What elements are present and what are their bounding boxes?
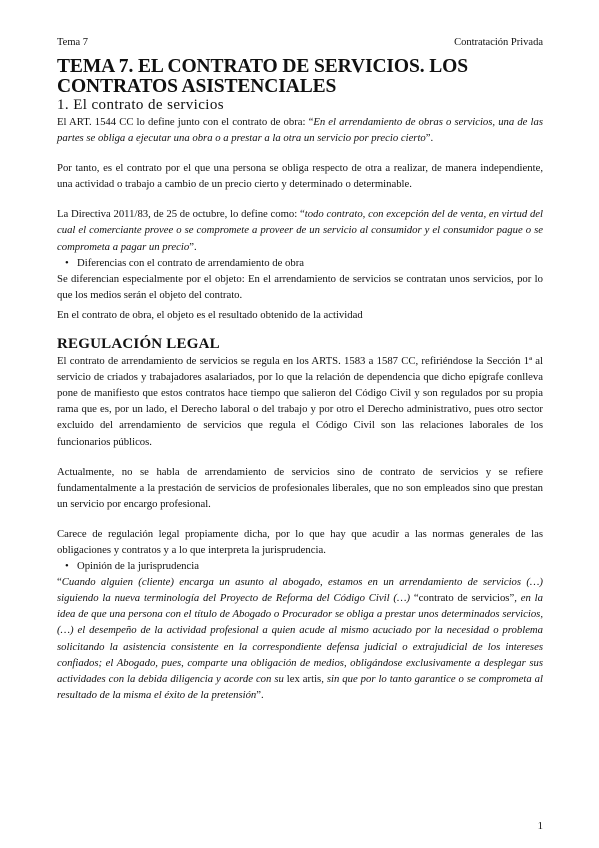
paragraph-definition: Por tanto, es el contrato por el que una persona se obliga respecto de otra a realizar, de manera independiente, una actividad o trabajo a cambio de un precio cierto y determinado o determinable.	[57, 162, 543, 191]
running-header-right: Contratación Privada	[454, 37, 543, 48]
section-heading-regulacion: REGULACIÓN LEGAL	[57, 336, 220, 353]
text-span: lex artis	[286, 672, 322, 685]
bullet-diferencias	[57, 255, 543, 271]
text-span: “	[57, 576, 62, 589]
paragraph-directiva	[57, 206, 543, 254]
paragraph-contrato-obra: En el contrato de obra, el objeto es el resultado obtenido de la actividad	[57, 308, 363, 321]
text-span: ”.	[189, 240, 197, 253]
page-content	[57, 57, 543, 703]
paragraph-objeto: Se diferencian especialmente por el objeto: En el arrendamiento de servicios se contratan unos servicios, por lo que los medios serán el objeto del contrato.	[57, 272, 543, 301]
text-span: “contrato de servicios”	[410, 592, 515, 605]
text-span: ”.	[256, 688, 264, 701]
italic-quote: En el arrendamiento de obras o servicios, una de las partes se obliga a ejecutar una obra o a prestar a la otra un servicio por precio cierto	[57, 116, 543, 145]
italic-quote: , en la idea de que una persona con el título de Abogado o Procurador se obliga a prestar unos determinados servicios,(…) el desempeño de la actividad profesional a quien acude al mismo acuciado por la necesidad o problema solicitando la asistencia consistente en la correspondiente defensa judicial o extrajudicial de los intereses confiados; el Abogado, pues, comparte una obligación de medios, obligándose exclusivamente a desplegar sus actividades con la debida diligencia y acorde con su	[57, 592, 543, 685]
paragraph-actualmente: Actualmente, no se habla de arrendamiento de servicios sino de contrato de servicios y se refiere fundamentalmente a la prestación de servicios de profesionales liberales, que no son empleados sino que prestan un servicio por encargo profesional.	[57, 465, 543, 510]
paragraph-carece: Carece de regulación legal propiamente dicha, por lo que hay que acudir a las normas generales de las obligaciones y contratos y a lo que interpreta la jurisprudencia.	[57, 527, 543, 556]
paragraph-jurisprudencia-quote	[57, 574, 543, 703]
running-header-left: Tema 7	[57, 37, 89, 48]
bullet-jurisprudencia	[57, 558, 543, 574]
text-span: El ART. 1544 CC lo define junto con el contrato de obra: “	[57, 116, 314, 128]
section-heading-contrato: 1. El contrato de servicios	[57, 97, 225, 113]
bullet-icon: •	[65, 256, 69, 269]
italic-quote: todo contrato, con excepción del de venta, en virtud del cual el comerciante provee o se compromete a proveer de un servicio al consumidor y el consumidor pague o se comprometa a pagar un precio	[57, 208, 544, 253]
document-title: TEMA 7. EL CONTRATO DE SERVICIOS. LOS CONTRATOS ASISTENCIALES	[57, 56, 468, 97]
paragraph-art-1544	[57, 114, 543, 146]
text-span: La Directiva 2011/83, de 25 de octubre, lo define como: “	[57, 208, 305, 221]
text-span: ”.	[425, 132, 434, 145]
bullet-label: Opinión de la jurisprudencia	[77, 560, 199, 573]
italic-quote: , sin que por lo tanto garantice o se comprometa al resultado de la misma el éxito de la pretensión	[57, 672, 543, 701]
bullet-label: Diferencias con el contrato de arrendamiento de obra	[77, 256, 304, 269]
bullet-icon: •	[65, 560, 69, 573]
page-number: 1	[537, 820, 543, 832]
paragraph-regulacion: El contrato de arrendamiento de servicios se regula en los ARTS. 1583 a 1587 CC, refiriéndose la Sección 1ª al servicio de criados y trabajadores asalariados, por lo que la relación de dependencia que dicho epígrafe conlleva pone de manifiesto que estos contratos hace tiempo que salieron del Código Civil y son regulados por su propia rama que es, por un lado, el Derecho laboral o del trabajo y por otro el Derecho administrativo, pues otro sector excluido del arrendamiento de servicios que regula el Código Civil son las relaciones laborales de los funcionarios públicos.	[57, 355, 543, 448]
italic-quote: Cuando alguien (cliente) encarga un asunto al abogado, estamos en un arrendamiento de servicios (…) siguiendo la nueva terminología del Proyecto de Reforma del Código Civil (…)	[57, 576, 543, 605]
